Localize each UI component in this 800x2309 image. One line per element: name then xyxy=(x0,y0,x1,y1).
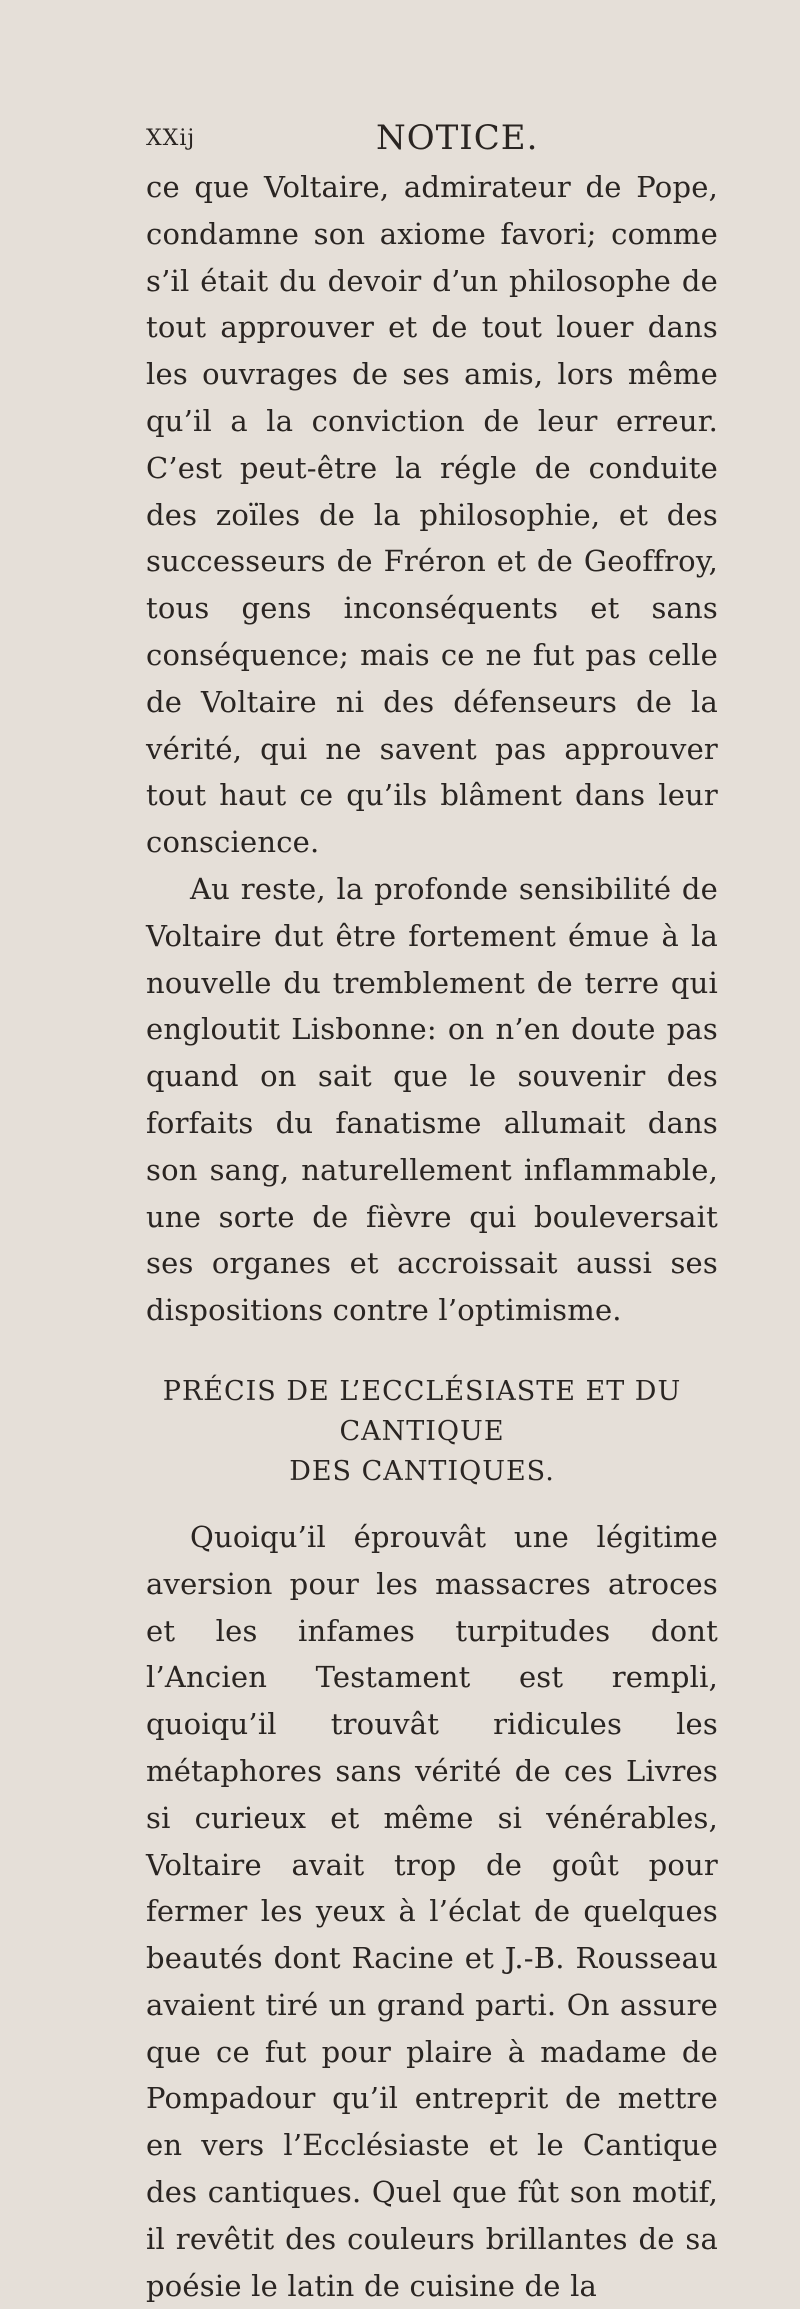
running-title: NOTICE. xyxy=(376,118,539,158)
page-number: XXij xyxy=(146,126,196,151)
book-page xyxy=(0,118,800,2303)
section-title-line-1: PRÉCIS DE L’ECCLÉSIASTE ET DU CANTIQUE xyxy=(162,1375,682,1447)
paragraph-lisbon: Au reste, la profonde sensibilité de Voltaire dut être fortement émue à la nouvelle du tremblement de terre qui engloutit Lisbonne: on n’en doute pas quand on sait que le souvenir des forfaits du fanatisme allumait dans son sang, naturellement inflammable, une sorte de fièvre qui bouleversait ses organes et accroissait aussi ses dispositions contre l’optimisme. xyxy=(146,871,718,1328)
section-title xyxy=(146,1372,718,1492)
page-header xyxy=(146,118,718,164)
body-text xyxy=(146,164,718,1334)
section-title-line-2: DES CANTIQUES. xyxy=(289,1455,555,1487)
section-paragraph: Quoiqu’il éprouvât une légitime aversion pour les massacres atroces et les infames turpitudes dont l’Ancien Testament est rempli, quoiqu’il trouvât ridicules les métaphores sans vérité de ces Livres si curieux et même si vénérables, Voltaire avait trop de goût pour fermer les yeux à l’éclat de quelques beautés dont Racine et J.-B. Rousseau avaient tiré un grand parti. On assure que ce fut pour plaire à madame de Pompadour qu’il entreprit de mettre en vers l’Ecclésiaste et le Cantique des cantiques. Quel que fût son motif, il revêtit des couleurs brillantes de sa poésie le latin de cuisine de la xyxy=(146,1519,718,2303)
paragraph-continued: ce que Voltaire, admirateur de Pope, condamne son axiome favori; comme s’il était du devoir d’un philosophe de tout approuver et de tout louer dans les ouvrages de ses amis, lors même qu’il a la conviction de leur erreur. C’est peut-être la régle de conduite des zoïles de la philosophie, et des successeurs de Fréron et de Geoffroy, tous gens inconséquents et sans conséquence; mais ce ne fut pas celle de Voltaire ni des défenseurs de la vérité, qui ne savent pas approuver tout haut ce qu’ils blâment dans leur conscience. xyxy=(146,170,718,860)
section-body xyxy=(146,1514,718,2309)
